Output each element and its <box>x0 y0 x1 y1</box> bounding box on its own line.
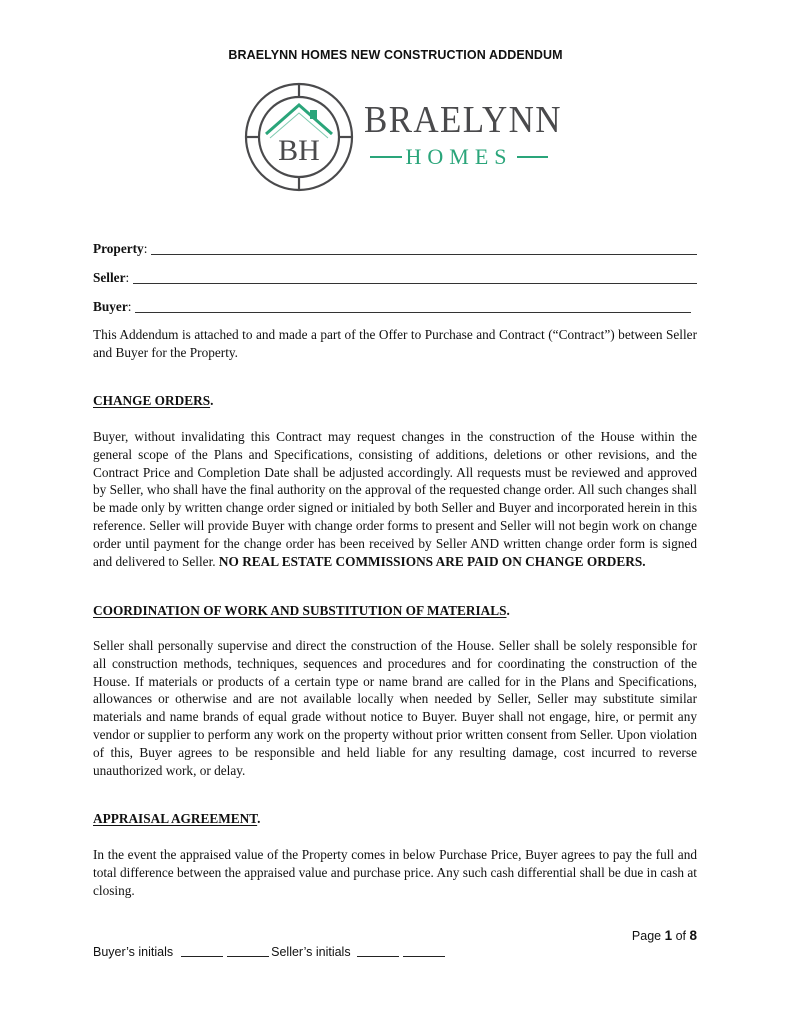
section-heading-appraisal: APPRAISAL AGREEMENT. <box>93 811 261 826</box>
property-field[interactable]: Property : <box>93 240 697 258</box>
property-input-line[interactable] <box>151 242 697 255</box>
buyer-initials-label: Buyer’s initials <box>93 945 174 959</box>
buyer-field[interactable]: Buyer : <box>93 298 691 316</box>
buyer-initials-blank-2[interactable] <box>227 944 269 957</box>
section-body-appraisal: In the event the appraised value of the Property comes in below Purchase Price, Buyer agrees to pay the full and total difference between the appraised value and purchase price. Any such cash differential shall be due in cash at closing. <box>93 847 697 898</box>
logo-rule-left <box>370 156 402 158</box>
company-logo <box>242 80 562 192</box>
buyer-input-line[interactable] <box>135 300 691 313</box>
logo-rule-right <box>517 156 549 158</box>
section-heading-coordination: COORDINATION OF WORK AND SUBSTITUTION OF MATERIALS. <box>93 603 510 618</box>
seller-label: Seller <box>93 270 126 285</box>
section-body-coordination: Seller shall personally supervise and direct the construction of the House. Seller shall be solely responsible for all construction methods, techniques, sequences and procedures and for coordinating the construction of the House. If materials or products of a certain type or name brand are called for in the Plans and Specifications, allowances or otherwise and are not available locally when needed by Seller, Seller may substitute similar materials and name brands of equal grade without notice to Buyer. Buyer shall not engage, hire, or permit any vendor or supplier to perform any work on the property without prior written consent from Seller. Upon violation of this, Buyer agrees to be responsible and held liable for any resulting damage, cost incurred to reverse unauthorized work, or delay. <box>93 638 697 778</box>
logo-subtitle-text: HOMES <box>405 144 513 169</box>
seller-field[interactable]: Seller : <box>93 269 697 287</box>
section-heading-change-orders: CHANGE ORDERS. <box>93 393 214 408</box>
section-body-change-orders: Buyer, without invalidating this Contract may request changes in the construction of the House within the general scope of the Plans and Specifications, consisting of additions, deletions or other revisions, and the Contract Price and Completion Date shall be adjusted accordingly. All requests must be reviewed and approved by Seller, who shall have the final authority on the approval of the requested change order. All such changes shall be made only by written change order signed or initialed by both Seller and Buyer and incorporated herein in this reference. Seller will provide Buyer with change order forms to present and Seller will not begin work on change order until payment for the change order has been received by Seller AND written change order form is signed and delivered to Seller. NO REAL ESTATE COMMISSIONS ARE PAID ON CHANGE ORDERS. <box>93 429 697 569</box>
logo-wordmark: BRAELYNN <box>364 99 562 141</box>
buyer-initials-blank-1[interactable] <box>181 944 223 957</box>
intro-paragraph: This Addendum is attached to and made a part of the Offer to Purchase and Contract (“Contract”) between Seller and Buyer for the Property. <box>93 327 697 360</box>
svg-text:BH: BH <box>278 134 320 167</box>
logo-subtitle <box>366 144 552 170</box>
house-roof-compass-icon <box>242 80 356 194</box>
property-label: Property <box>93 241 144 256</box>
document-title: BRAELYNN HOMES NEW CONSTRUCTION ADDENDUM <box>228 48 563 62</box>
seller-initials-label: Seller’s initials <box>271 945 351 959</box>
initials-line <box>93 944 447 959</box>
seller-input-line[interactable] <box>133 271 697 284</box>
buyer-label: Buyer <box>93 299 128 314</box>
page-number: Page 1 of 8 <box>631 928 697 943</box>
seller-initials-blank-2[interactable] <box>403 944 445 957</box>
seller-initials-blank-1[interactable] <box>357 944 399 957</box>
